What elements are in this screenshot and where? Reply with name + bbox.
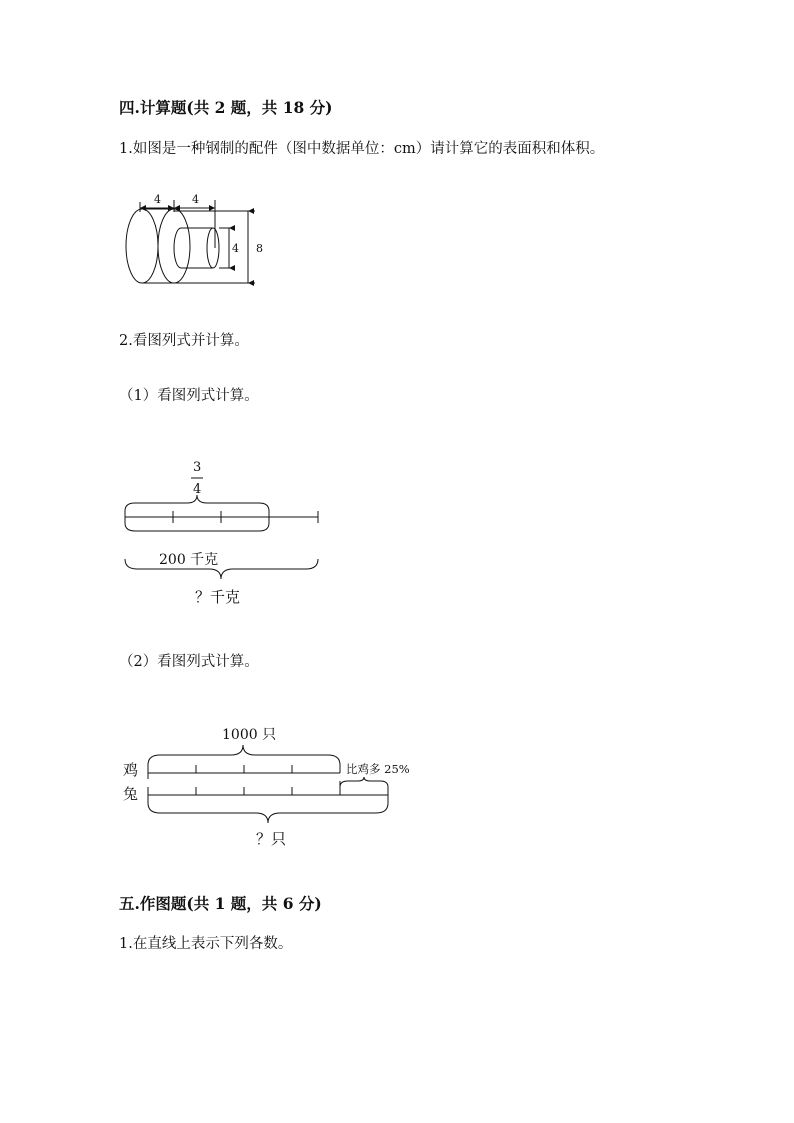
known-amount-label: 200 千克: [159, 552, 219, 568]
top-brace-1000: [148, 745, 340, 765]
section-5-heading: 五.作图题(共 1 题，共 6 分): [119, 894, 322, 913]
fraction-numerator: 3: [193, 460, 202, 475]
fraction-denominator: 4: [193, 482, 202, 497]
section-4-heading: 四.计算题(共 2 题，共 18 分): [119, 98, 333, 117]
segment-diagram-2: [115, 715, 435, 855]
question-1-text: 1.如图是一种钢制的配件（图中数据单位：cm）请计算它的表面积和体积。: [119, 141, 605, 157]
dim-label-b: 4: [192, 193, 199, 206]
top-brace: [125, 495, 269, 511]
outer-cylinder-left-face: [126, 209, 158, 283]
total-chickens-label: 1000 只: [222, 727, 277, 743]
steel-part-figure: [120, 190, 270, 290]
question-2-1-text: （1）看图列式计算。: [119, 388, 259, 404]
unknown-amount-label: ？千克: [195, 588, 241, 606]
chicken-label: 鸡: [123, 761, 139, 779]
whole-brace: [125, 559, 318, 579]
more-than-chicken-label: 比鸡多 25%: [346, 762, 410, 776]
lower-brace-known: [125, 523, 269, 531]
inner-cylinder-end: [207, 228, 219, 268]
question-2-text: 2.看图列式并计算。: [119, 333, 249, 349]
section-5-question-1-text: 1.在直线上表示下列各数。: [119, 936, 293, 952]
bottom-brace-total: [148, 803, 388, 823]
question-2-2-text: （2）看图列式计算。: [119, 654, 259, 670]
unknown-rabbits-label: ？只: [256, 830, 287, 848]
dim-label-inner-diameter: 4: [232, 242, 239, 255]
rabbit-label: 兔: [123, 785, 139, 803]
segment-diagram-1: [115, 455, 335, 615]
dim-label-a: 4: [154, 193, 161, 206]
dim-label-outer-diameter: 8: [256, 242, 263, 255]
